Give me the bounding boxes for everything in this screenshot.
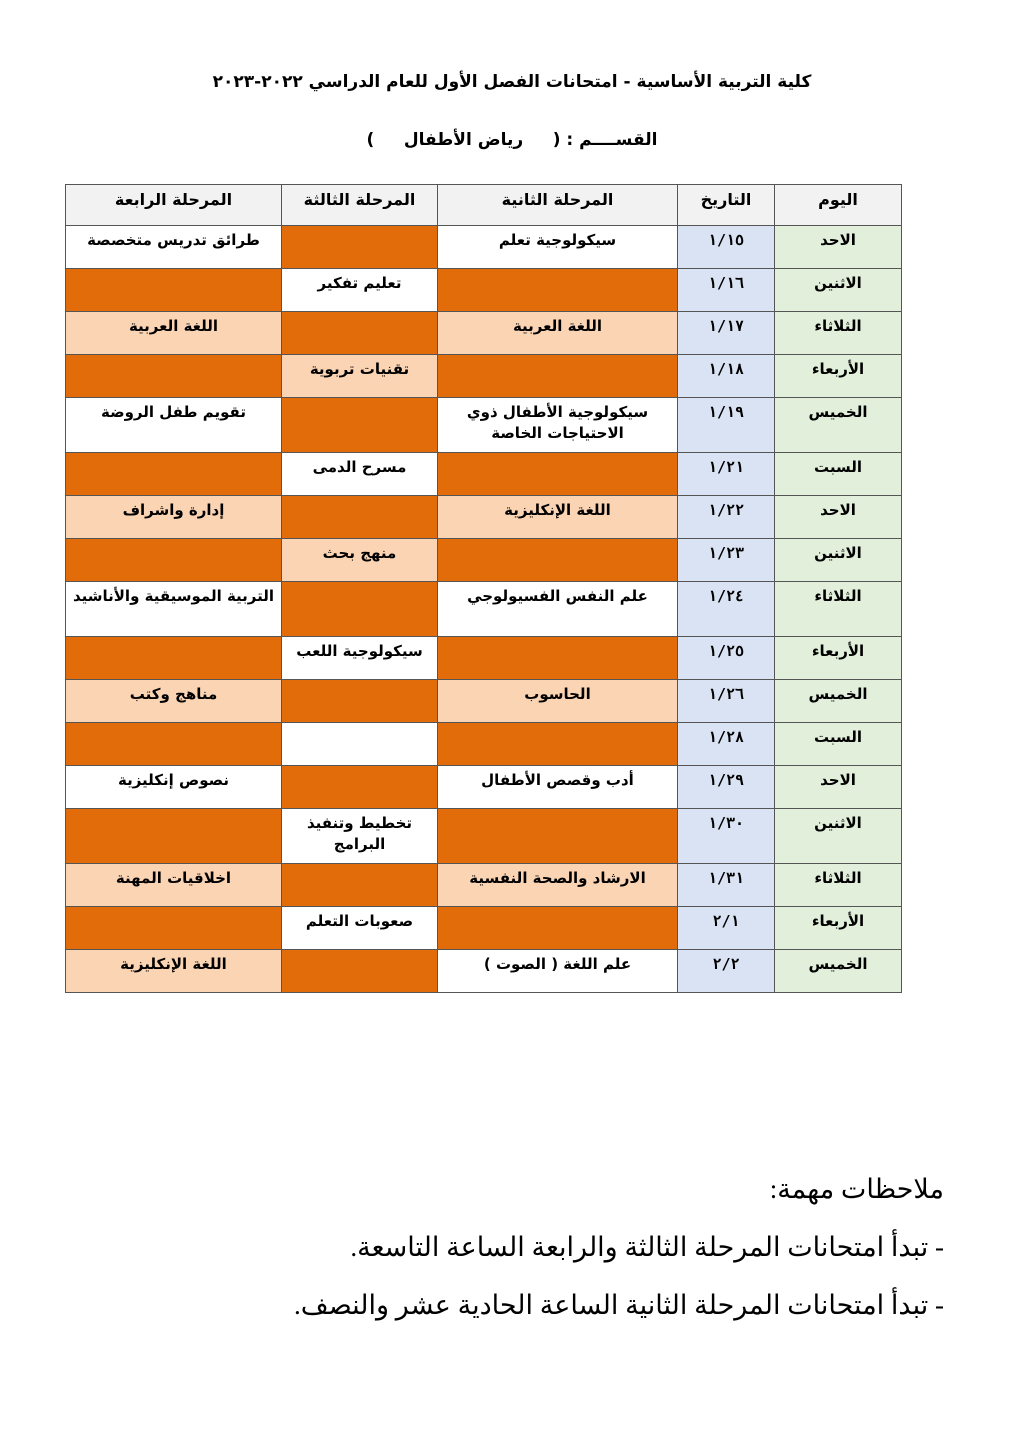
day-cell: الخميس [775, 680, 902, 723]
page-title: كلية التربية الأساسية - امتحانات الفصل الأول للعام الدراسي ٢٠٢٢-٢٠٢٣ [212, 72, 812, 92]
department-line: القســــم : ( رياض الأطفال ) [366, 130, 658, 150]
stage-2-cell: الارشاد والصحة النفسية [438, 864, 678, 907]
stage-3-cell [282, 950, 438, 993]
stage-2-cell [438, 637, 678, 680]
date-cell: ١/٢٥ [678, 637, 775, 680]
table-row [66, 582, 902, 637]
date-cell: ١/١٦ [678, 269, 775, 312]
table-header-row [66, 185, 902, 226]
day-cell: الخميس [775, 398, 902, 453]
stage-4-cell [66, 907, 282, 950]
stage-2-cell [438, 539, 678, 582]
stage-4-cell: مناهج وكتب [66, 680, 282, 723]
day-cell: الاثنين [775, 539, 902, 582]
stage-3-cell: صعوبات التعلم [282, 907, 438, 950]
table-row [66, 269, 902, 312]
date-cell: ١/١٧ [678, 312, 775, 355]
stage-2-cell: اللغة الإنكليزية [438, 496, 678, 539]
day-cell: الاثنين [775, 809, 902, 864]
table-row [66, 226, 902, 269]
day-cell: الاحد [775, 496, 902, 539]
stage-2-cell [438, 355, 678, 398]
table-row [66, 355, 902, 398]
column-header-day: اليوم [775, 185, 902, 226]
stage-3-cell: تخطيط وتنفيذ البرامج [282, 809, 438, 864]
date-cell: ٢/٢ [678, 950, 775, 993]
stage-4-cell [66, 723, 282, 766]
stage-3-cell: منهج بحث [282, 539, 438, 582]
stage-4-cell: تقويم طفل الروضة [66, 398, 282, 453]
date-cell: ١/١٥ [678, 226, 775, 269]
day-cell: الاحد [775, 226, 902, 269]
stage-4-cell [66, 539, 282, 582]
table-row [66, 453, 902, 496]
day-cell: الأربعاء [775, 355, 902, 398]
stage-2-cell [438, 809, 678, 864]
stage-4-cell: اخلاقيات المهنة [66, 864, 282, 907]
stage-3-cell: مسرح الدمى [282, 453, 438, 496]
day-cell: الأربعاء [775, 907, 902, 950]
date-cell: ١/٢٨ [678, 723, 775, 766]
date-cell: ١/٢٩ [678, 766, 775, 809]
day-cell: الاثنين [775, 269, 902, 312]
stage-3-cell [282, 398, 438, 453]
table-row [66, 907, 902, 950]
stage-4-cell [66, 637, 282, 680]
table-row [66, 637, 902, 680]
column-header-stage-2: المرحلة الثانية [438, 185, 678, 226]
stage-4-cell: التربية الموسيقية والأناشيد [66, 582, 282, 637]
table-row [66, 723, 902, 766]
stage-2-cell: اللغة العربية [438, 312, 678, 355]
day-cell: الاحد [775, 766, 902, 809]
table-row [66, 398, 902, 453]
stage-3-cell: تعليم تفكير [282, 269, 438, 312]
stage-3-cell [282, 766, 438, 809]
table-row [66, 766, 902, 809]
table-row [66, 809, 902, 864]
stage-2-cell: سيكولوجية تعلم [438, 226, 678, 269]
table-row [66, 950, 902, 993]
date-cell: ١/٢٢ [678, 496, 775, 539]
stage-2-cell: سيكولوجية الأطفال ذوي الاحتياجات الخاصة [438, 398, 678, 453]
stage-4-cell [66, 269, 282, 312]
stage-3-cell [282, 680, 438, 723]
notes-heading: ملاحظات مهمة: [769, 1174, 944, 1204]
note-item: - تبدأ امتحانات المرحلة الثانية الساعة الحادية عشر والنصف. [294, 1290, 944, 1320]
stage-4-cell [66, 809, 282, 864]
exam-schedule-table [65, 184, 902, 993]
day-cell: الثلاثاء [775, 864, 902, 907]
date-cell: ١/٢١ [678, 453, 775, 496]
stage-3-cell [282, 226, 438, 269]
date-cell: ٢/١ [678, 907, 775, 950]
date-cell: ١/٢٤ [678, 582, 775, 637]
day-cell: الأربعاء [775, 637, 902, 680]
day-cell: الخميس [775, 950, 902, 993]
stage-4-cell: اللغة الإنكليزية [66, 950, 282, 993]
table-row [66, 312, 902, 355]
stage-3-cell [282, 723, 438, 766]
stage-3-cell: سيكولوجية اللعب [282, 637, 438, 680]
day-cell: السبت [775, 453, 902, 496]
stage-4-cell: طرائق تدريس متخصصة [66, 226, 282, 269]
table-row [66, 864, 902, 907]
stage-2-cell [438, 453, 678, 496]
notes-section [224, 1160, 944, 1334]
day-cell: الثلاثاء [775, 312, 902, 355]
stage-2-cell [438, 907, 678, 950]
date-cell: ١/٢٣ [678, 539, 775, 582]
date-cell: ١/٢٦ [678, 680, 775, 723]
stage-3-cell [282, 582, 438, 637]
stage-4-cell [66, 453, 282, 496]
stage-2-cell [438, 723, 678, 766]
stage-3-cell [282, 496, 438, 539]
column-header-stage-4: المرحلة الرابعة [66, 185, 282, 226]
date-cell: ١/١٨ [678, 355, 775, 398]
date-cell: ١/٣١ [678, 864, 775, 907]
stage-2-cell: علم النفس الفسيولوجي [438, 582, 678, 637]
stage-4-cell [66, 355, 282, 398]
stage-4-cell: إدارة واشراف [66, 496, 282, 539]
stage-3-cell [282, 864, 438, 907]
date-cell: ١/٣٠ [678, 809, 775, 864]
day-cell: السبت [775, 723, 902, 766]
stage-3-cell: تقنيات تربوية [282, 355, 438, 398]
stage-3-cell [282, 312, 438, 355]
stage-2-cell: أدب وقصص الأطفال [438, 766, 678, 809]
column-header-date: التاريخ [678, 185, 775, 226]
stage-4-cell: اللغة العربية [66, 312, 282, 355]
note-item: - تبدأ امتحانات المرحلة الثالثة والرابعة الساعة التاسعة. [350, 1232, 944, 1262]
stage-4-cell: نصوص إنكليزية [66, 766, 282, 809]
table-row [66, 680, 902, 723]
stage-2-cell: الحاسوب [438, 680, 678, 723]
table-row [66, 539, 902, 582]
date-cell: ١/١٩ [678, 398, 775, 453]
stage-2-cell: علم اللغة ( الصوت ) [438, 950, 678, 993]
stage-2-cell [438, 269, 678, 312]
column-header-stage-3: المرحلة الثالثة [282, 185, 438, 226]
day-cell: الثلاثاء [775, 582, 902, 637]
table-row [66, 496, 902, 539]
